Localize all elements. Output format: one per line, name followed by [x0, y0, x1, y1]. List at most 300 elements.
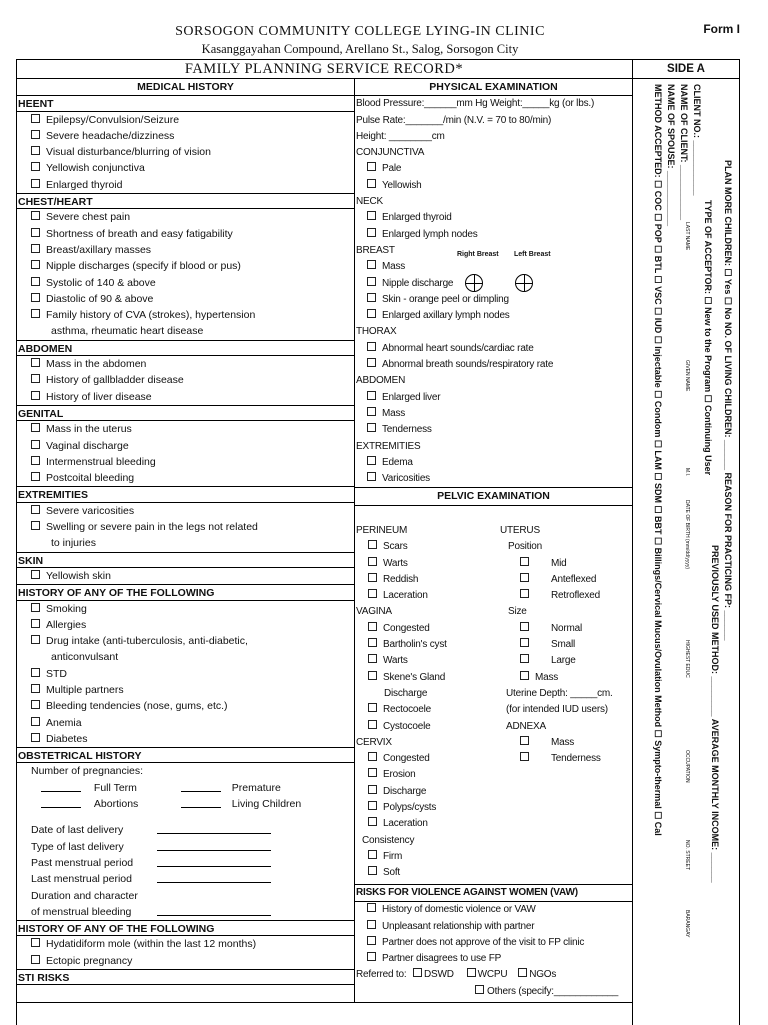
checkbox[interactable] — [520, 573, 529, 582]
checklist-item — [500, 588, 632, 604]
wcpu-checkbox[interactable] — [467, 968, 476, 977]
checklist-item — [355, 390, 632, 406]
checklist-item — [355, 210, 632, 226]
checklist-item — [500, 751, 632, 767]
checklist-label: Unpleasant relationship with partner — [382, 920, 535, 932]
checkbox[interactable] — [31, 938, 40, 947]
checkbox[interactable] — [368, 622, 377, 631]
checklist-item — [355, 178, 632, 194]
others-field[interactable]: Others (specify:____________ — [487, 985, 619, 997]
checkbox[interactable] — [520, 589, 529, 598]
checklist-label: Rectocoele — [383, 704, 432, 716]
checklist-label: Yellowish — [382, 179, 422, 191]
section-history-2: HISTORY OF ANY OF THE FOLLOWING — [16, 920, 355, 936]
past-menstrual-row — [17, 855, 354, 871]
checklist-item — [356, 719, 496, 735]
checkbox[interactable] — [31, 472, 40, 481]
premature-label: Premature — [231, 781, 281, 794]
checklist-item — [17, 356, 354, 372]
left-breast-diagram[interactable] — [515, 274, 533, 292]
checkbox[interactable] — [368, 671, 377, 680]
checklist-label: Retroflexed — [551, 590, 600, 602]
checklist-label: Mid — [551, 557, 567, 569]
col-divider-right — [632, 59, 633, 1025]
premature-field[interactable] — [181, 781, 221, 792]
conjunctiva-label: CONJUNCTIVA — [356, 147, 425, 159]
bottom-left-line — [16, 1002, 354, 1003]
referred-label: Referred to: — [356, 969, 407, 981]
checklist-label: Scars — [383, 541, 408, 553]
checklist-label: Mass — [382, 261, 406, 273]
sub-date-of-birth: DATE OF BIRTH (mm/dd/yyyy) — [684, 500, 690, 569]
checklist-item — [500, 637, 632, 653]
checklist-item — [17, 389, 354, 405]
checkbox[interactable] — [367, 211, 376, 220]
checkbox[interactable] — [31, 146, 40, 155]
sub-street: NO. STREET — [684, 840, 690, 871]
checklist-label: Enlarged liver — [382, 391, 441, 403]
last-menstrual-field[interactable] — [157, 872, 271, 883]
method-accepted[interactable]: METHOD ACCEPTED: ☐ COC ☐ POP ☐ BTL ☐ VSC ☐ IUD ☐ Injectable ☐ Condom ☐ LAM ☐ SDM ☐ BBT ☐ Billings/Cervical Mucus/Ovulation Method ☐ Sympto-thermal ☐ Cal — [653, 84, 663, 836]
checkbox[interactable] — [31, 635, 40, 644]
checkbox[interactable] — [368, 720, 377, 729]
checkbox[interactable] — [367, 293, 376, 302]
checklist-item — [356, 670, 496, 686]
checklist-label: Abnormal breath sounds/respiratory rate — [382, 359, 554, 371]
checkbox[interactable] — [31, 423, 40, 432]
neck-label: NECK — [356, 196, 383, 208]
checkbox[interactable] — [367, 936, 376, 945]
checkbox[interactable] — [31, 505, 40, 514]
checkbox[interactable] — [520, 638, 529, 647]
checklist-label: Partner disagrees to use FP — [382, 953, 502, 965]
section-obstetrical: OBSTETRICAL HISTORY — [16, 747, 355, 763]
checklist-label: Varicosities — [382, 473, 430, 485]
checklist-item — [17, 470, 354, 486]
history-list — [17, 601, 354, 650]
checkbox[interactable] — [368, 752, 377, 761]
checkbox[interactable] — [367, 228, 376, 237]
checkbox[interactable] — [367, 358, 376, 367]
checklist-label: Yellowish skin — [46, 569, 111, 582]
checklist-item — [356, 784, 496, 800]
checkbox[interactable] — [520, 752, 529, 761]
uterus-label: UTERUS — [500, 525, 540, 536]
genital-list — [17, 421, 354, 486]
dswd-checkbox[interactable] — [413, 968, 422, 977]
checklist-item — [355, 341, 632, 357]
checkbox[interactable] — [31, 955, 40, 964]
ngos-checkbox[interactable] — [518, 968, 527, 977]
checkbox[interactable] — [368, 817, 377, 826]
perineum-list — [356, 539, 496, 604]
checkbox[interactable] — [31, 277, 40, 286]
history-list-2 — [17, 666, 354, 747]
checkbox[interactable] — [368, 801, 377, 810]
right-breast-diagram[interactable] — [465, 274, 483, 292]
checkbox[interactable] — [367, 342, 376, 351]
checkbox[interactable] — [31, 260, 40, 269]
checkbox[interactable] — [368, 654, 377, 663]
checklist-item — [355, 161, 632, 177]
thorax-label: THORAX — [356, 326, 397, 338]
height-field[interactable]: Height: ________cm — [356, 130, 445, 142]
checkbox[interactable] — [368, 557, 377, 566]
checkbox[interactable] — [367, 423, 376, 432]
checkbox[interactable] — [367, 456, 376, 465]
checkbox[interactable] — [31, 717, 40, 726]
checklist-label: Bartholin's cyst — [383, 639, 447, 651]
checklist-label: Hydatidiform mole (within the last 12 months) — [46, 938, 257, 951]
side-a-label: SIDE A — [667, 63, 705, 75]
bottom-mid-line — [354, 1002, 632, 1003]
checkbox[interactable] — [368, 540, 377, 549]
name-of-spouse[interactable]: NAME OF SPOUSE: ___________ — [666, 84, 676, 227]
section-history: HISTORY OF ANY OF THE FOLLOWING — [16, 584, 355, 600]
checklist-label: Warts — [383, 655, 408, 667]
date-last-delivery-label: Date of last delivery — [31, 824, 124, 837]
checkbox[interactable] — [367, 903, 376, 912]
sub-given-name: GIVEN NAME — [684, 360, 690, 392]
checklist-item — [500, 735, 632, 751]
checkbox[interactable] — [31, 114, 40, 123]
type-last-delivery-field[interactable] — [157, 840, 271, 851]
checklist-label: Enlarged axillary lymph nodes — [382, 310, 510, 322]
checklist-label: Laceration — [383, 590, 428, 602]
checklist-item — [356, 572, 496, 588]
pelvic-left-column — [356, 523, 496, 882]
history-continuation: anticonvulsant — [51, 651, 119, 664]
sub-occupation: OCCUPATION — [684, 750, 690, 783]
form-title: FAMILY PLANNING SERVICE RECORD* — [184, 61, 464, 77]
checklist-item — [17, 258, 354, 274]
type-last-delivery-row — [17, 839, 354, 855]
checkbox[interactable] — [31, 619, 40, 628]
right-breast-label: Right Breast — [457, 251, 499, 258]
medical-history-column — [17, 79, 354, 985]
checkbox[interactable] — [31, 391, 40, 400]
checkbox[interactable] — [368, 850, 377, 859]
checkbox[interactable] — [31, 684, 40, 693]
checkbox[interactable] — [31, 358, 40, 367]
checkbox[interactable] — [520, 557, 529, 566]
checkbox[interactable] — [367, 472, 376, 481]
checkbox[interactable] — [367, 391, 376, 400]
plan-more-children[interactable]: PLAN MORE CHILDREN: ☐ Yes ☐ No NO. OF LIVING CHILDREN: ______ REASON FOR PRACTICING FP: ______ — [723, 160, 733, 641]
checklist-label: Shortness of breath and easy fatigability — [46, 227, 233, 240]
breast-list — [355, 259, 632, 324]
checklist-item — [17, 421, 354, 437]
checklist-label: Firm — [383, 850, 403, 862]
checklist-item — [356, 865, 496, 881]
cervix-list — [356, 751, 496, 832]
checkbox[interactable] — [31, 456, 40, 465]
clinic-name: SORSOGON COMMUNITY COLLEGE LYING-IN CLINIC — [175, 24, 545, 39]
checklist-label: Skin - orange peel or dimpling — [382, 293, 509, 305]
checklist-item — [17, 617, 354, 633]
checklist-item — [500, 621, 632, 637]
checklist-label: Pale — [382, 163, 402, 175]
checkbox[interactable] — [31, 228, 40, 237]
checklist-item — [355, 455, 632, 471]
checklist-label: History of gallbladder disease — [46, 374, 184, 387]
spacer — [17, 812, 354, 822]
checklist-item — [17, 372, 354, 388]
last-menstrual-row — [17, 871, 354, 887]
checklist-label: Yellowish conjunctiva — [46, 162, 145, 175]
checklist-label: Tenderness — [551, 753, 601, 765]
checkbox[interactable] — [31, 570, 40, 579]
pe-extremities-label: EXTREMITIES — [356, 440, 421, 452]
full-term-field[interactable] — [41, 781, 81, 792]
checkbox[interactable] — [31, 130, 40, 139]
checklist-item — [356, 637, 496, 653]
uterus-mass-checkbox[interactable] — [520, 671, 529, 680]
checkbox[interactable] — [31, 162, 40, 171]
checklist-item — [356, 556, 496, 572]
others-checkbox[interactable] — [475, 985, 484, 994]
uterus-mass-label: Mass — [535, 671, 559, 683]
client-no[interactable]: CLIENT NO.: ___________ — [692, 84, 702, 196]
checklist-label: Allergies — [46, 618, 87, 631]
checklist-label: Epilepsy/Convulsion/Seizure — [46, 113, 180, 126]
checklist-label: Bleeding tendencies (nose, gums, etc.) — [46, 700, 228, 713]
checkbox[interactable] — [367, 407, 376, 416]
checklist-label: Enlarged thyroid — [46, 178, 123, 191]
pe-abdomen-list — [355, 390, 632, 439]
checkbox[interactable] — [31, 244, 40, 253]
checkbox[interactable] — [31, 211, 40, 220]
menstrual-bleeding-field[interactable] — [157, 905, 271, 916]
thorax-list — [355, 341, 632, 374]
checklist-item — [17, 438, 354, 454]
checklist-item — [355, 471, 632, 487]
last-menstrual-label: Last menstrual period — [31, 873, 132, 886]
sub-last-name: LAST NAME — [684, 222, 690, 251]
checklist-label: Mass — [382, 407, 406, 419]
sub-barangay: BARANGAY — [684, 910, 690, 938]
checklist-label: Severe headache/dizziness — [46, 129, 175, 142]
checklist-label: Anteflexed — [551, 573, 597, 585]
skin-list — [17, 568, 354, 584]
duration-label: Duration and character — [31, 889, 138, 902]
checklist-label: Swelling or severe pain in the legs not related — [46, 521, 258, 534]
checklist-label: Mass in the uterus — [46, 423, 132, 436]
checkbox[interactable] — [368, 638, 377, 647]
checklist-item — [17, 226, 354, 242]
checklist-label: Diabetes — [46, 732, 88, 745]
checklist-item — [17, 275, 354, 291]
left-breast-label: Left Breast — [514, 251, 551, 258]
history2-list — [17, 936, 354, 969]
full-term-row — [17, 780, 354, 796]
section-chest-heart: CHEST/HEART — [16, 193, 355, 209]
clinic-address: Kasanggayahan Compound, Arellano St., Salog, Sorsogon City — [201, 42, 519, 56]
previously-used-method[interactable]: PREVIOUSLY USED METHOD: ________ AVERAGE MONTHLY INCOME: ______ — [710, 545, 720, 883]
checkbox[interactable] — [31, 521, 40, 530]
checklist-label: Normal — [551, 622, 583, 634]
checklist-label: Nipple discharge — [382, 277, 454, 289]
vagina-label: VAGINA — [356, 606, 392, 618]
checklist-item — [17, 503, 354, 519]
checklist-label: Tenderness — [382, 424, 432, 436]
checklist-item — [356, 621, 496, 637]
checkbox[interactable] — [368, 768, 377, 777]
checklist-item — [355, 292, 632, 308]
checklist-label: Multiple partners — [46, 683, 124, 696]
checklist-item — [355, 902, 632, 918]
living-children-label: Living Children — [231, 798, 302, 811]
checklist-item — [17, 112, 354, 128]
checkbox[interactable] — [520, 622, 529, 631]
vagina-list — [356, 621, 496, 686]
checkbox[interactable] — [31, 440, 40, 449]
living-children-field[interactable] — [181, 797, 221, 808]
checklist-label: Intermenstrual bleeding — [46, 455, 156, 468]
physical-exam-heading: PHYSICAL EXAMINATION — [429, 81, 558, 93]
checklist-item — [17, 715, 354, 731]
checklist-item — [500, 556, 632, 572]
checklist-label: Congested — [383, 753, 430, 765]
checklist-label: Ectopic pregnancy — [46, 954, 133, 967]
checkbox[interactable] — [368, 573, 377, 582]
checklist-item — [17, 128, 354, 144]
checkbox[interactable] — [367, 952, 376, 961]
checklist-label: Smoking — [46, 602, 87, 615]
checklist-label: Erosion — [383, 769, 416, 781]
vagina-list-2 — [356, 702, 496, 735]
checklist-label: Postcoital bleeding — [46, 472, 135, 485]
perineum-label: PERINEUM — [356, 525, 408, 536]
section-skin: SKIN — [16, 552, 355, 568]
checklist-label: Soft — [383, 867, 400, 879]
past-menstrual-field[interactable] — [157, 856, 271, 867]
checklist-label: Small — [551, 639, 576, 651]
checkbox[interactable] — [31, 700, 40, 709]
checklist-item — [356, 767, 496, 783]
name-of-client[interactable]: NAME OF CLIENT: ___________ — [679, 84, 689, 221]
abdomen-list — [17, 356, 354, 405]
checklist-item — [355, 276, 632, 292]
checklist-label: Visual disturbance/blurring of vision — [46, 146, 211, 159]
section-heent: HEENT — [16, 95, 355, 111]
checkbox[interactable] — [367, 277, 376, 286]
checklist-item — [17, 953, 354, 969]
checklist-item — [356, 849, 496, 865]
checkbox[interactable] — [31, 668, 40, 677]
checkbox[interactable] — [368, 589, 377, 598]
checklist-item — [356, 539, 496, 555]
position-label: Position — [508, 541, 542, 553]
abortions-field[interactable] — [41, 797, 81, 808]
section-abdomen: ABDOMEN — [16, 340, 355, 356]
referred-row — [355, 967, 632, 983]
checklist-label: Abnormal heart sounds/cardiac rate — [382, 342, 534, 354]
checklist-label: Vaginal discharge — [46, 439, 129, 452]
checklist-item — [356, 816, 496, 832]
checklist-item — [17, 936, 354, 952]
blood-pressure-field[interactable]: Blood Pressure:______mm Hg Weight:_____kg (or lbs.) — [355, 95, 632, 112]
checklist-item — [356, 751, 496, 767]
num-pregnancies-label: Number of pregnancies: — [31, 765, 144, 778]
checklist-label: Cystocoele — [383, 720, 431, 732]
section-extremities: EXTREMITIES — [16, 486, 355, 502]
ngos-label: NGOs — [529, 969, 557, 981]
cervix-label: CERVIX — [356, 736, 392, 748]
checklist-item — [17, 307, 354, 323]
size-list — [500, 621, 632, 670]
checklist-label: Skene's Gland — [383, 671, 446, 683]
checkbox[interactable] — [31, 293, 40, 302]
checklist-item — [17, 682, 354, 698]
section-sti-risks: STI RISKS — [16, 969, 355, 985]
checkbox[interactable] — [31, 603, 40, 612]
checklist-label: Severe chest pain — [46, 211, 131, 224]
pelvic-right-column — [500, 523, 632, 767]
checkbox[interactable] — [31, 179, 40, 188]
checkbox[interactable] — [367, 179, 376, 188]
adnexa-label: ADNEXA — [506, 720, 546, 732]
checklist-item — [17, 698, 354, 714]
checkbox[interactable] — [31, 374, 40, 383]
uterine-depth-field[interactable]: Uterine Depth: _____cm. — [506, 687, 613, 699]
checklist-label: Anemia — [46, 716, 82, 729]
date-last-delivery-field[interactable] — [157, 823, 271, 834]
menstrual-bleeding-row — [17, 904, 354, 920]
checkbox[interactable] — [367, 920, 376, 929]
checkbox[interactable] — [368, 866, 377, 875]
checklist-item — [356, 800, 496, 816]
checkbox[interactable] — [520, 736, 529, 745]
conjunctiva-list — [355, 161, 632, 194]
checklist-item — [500, 572, 632, 588]
others-row — [355, 984, 632, 1000]
checkbox[interactable] — [367, 260, 376, 269]
checkbox[interactable] — [368, 703, 377, 712]
checklist-item — [355, 259, 632, 275]
pulse-rate-field[interactable]: Pulse Rate:_______/min (N.V. = 70 to 80/min) — [356, 114, 552, 126]
wcpu-label: WCPU — [477, 969, 508, 981]
checklist-label: Laceration — [383, 818, 428, 830]
pelvic-exam-heading: PELVIC EXAMINATION — [355, 487, 632, 505]
checklist-item — [17, 666, 354, 682]
checkbox[interactable] — [31, 733, 40, 742]
checkbox[interactable] — [520, 654, 529, 663]
checklist-item — [355, 308, 632, 324]
extremities-continuation: to injuries — [51, 537, 96, 550]
type-of-acceptor[interactable]: TYPE OF ACCEPTOR: ☐ New to the Program ☐ Continuing User — [703, 200, 713, 476]
full-term-label: Full Term — [93, 781, 137, 794]
dswd-label: DSWD — [424, 969, 454, 981]
checkbox[interactable] — [368, 785, 377, 794]
checkbox[interactable] — [31, 309, 40, 318]
checklist-label: Large — [551, 655, 576, 667]
checklist-label: Polyps/cysts — [383, 802, 437, 814]
sub-highest-educ: HIGHEST EDUC — [684, 640, 690, 678]
extremities-list — [17, 503, 354, 536]
checklist-item — [17, 160, 354, 176]
checklist-item — [17, 144, 354, 160]
vaw-heading: RISKS FOR VIOLENCE AGAINST WOMEN (VAW) — [355, 884, 632, 902]
checkbox[interactable] — [367, 309, 376, 318]
physical-exam-column — [355, 79, 632, 506]
checklist-label: Enlarged thyroid — [382, 212, 452, 224]
checklist-item — [355, 919, 632, 935]
checkbox[interactable] — [367, 162, 376, 171]
abortions-row — [17, 796, 354, 812]
discharge-label: Discharge — [384, 687, 428, 699]
checklist-item — [500, 653, 632, 669]
